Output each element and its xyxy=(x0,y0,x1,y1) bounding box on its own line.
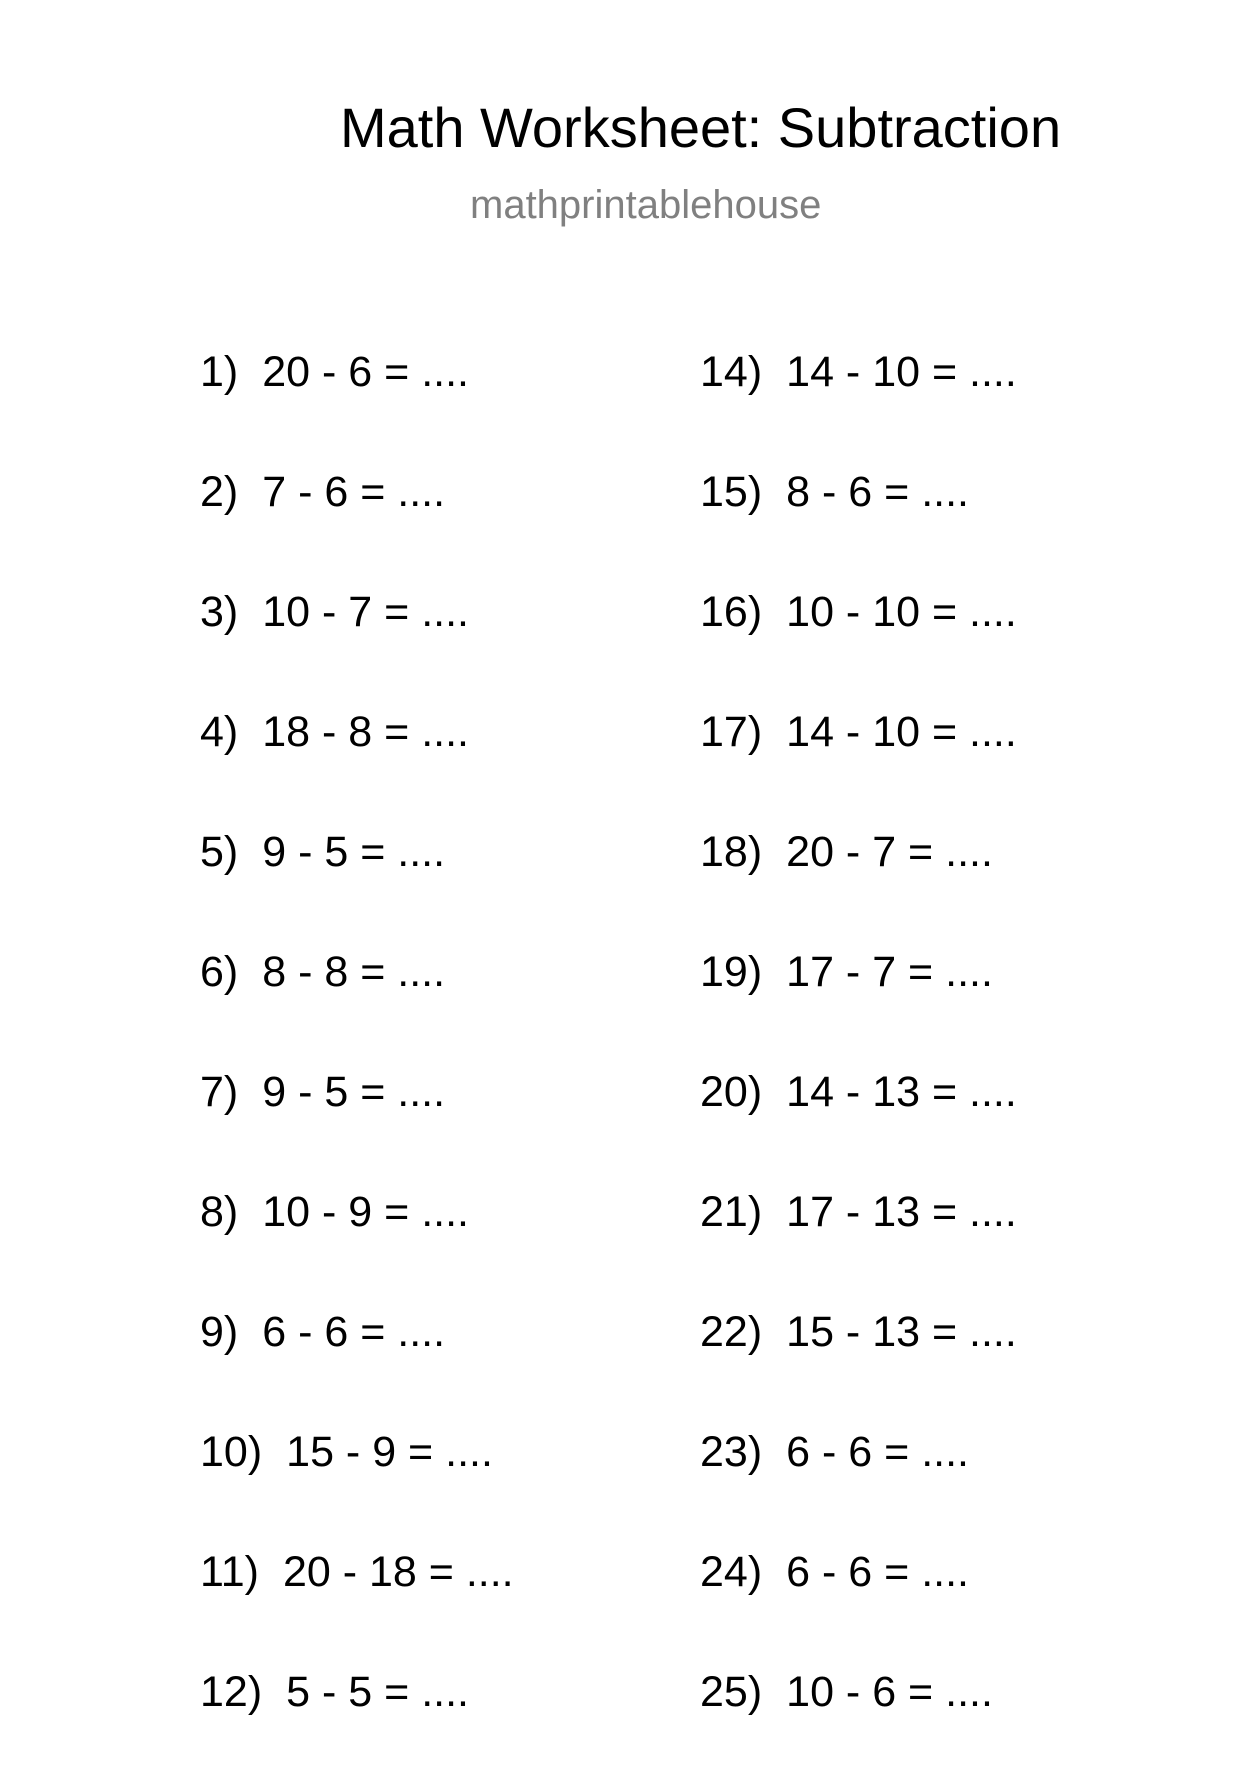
problem-item xyxy=(700,1308,1017,1431)
problem-expression: 5 - 5 = .... xyxy=(286,1668,469,1716)
problem-number: 25) xyxy=(700,1668,763,1716)
problem-item xyxy=(200,1428,514,1551)
problem-item xyxy=(700,708,1017,831)
worksheet-title: Math Worksheet: Subtraction xyxy=(340,96,1062,159)
problem-expression: 9 - 5 = .... xyxy=(262,1068,446,1116)
problem-number: 2) xyxy=(200,468,239,516)
worksheet-subtitle: mathprintablehouse xyxy=(470,183,822,227)
problem-number: 9) xyxy=(200,1308,239,1356)
problem-item xyxy=(200,348,514,471)
problem-item xyxy=(700,1668,1017,1791)
problem-expression: 10 - 9 = .... xyxy=(262,1188,469,1236)
problem-expression: 14 - 10 = .... xyxy=(786,348,1017,396)
problem-number: 12) xyxy=(200,1668,263,1716)
problem-item xyxy=(200,828,514,951)
problem-number: 11) xyxy=(200,1548,259,1596)
problem-expression: 10 - 6 = .... xyxy=(786,1668,993,1716)
problem-item xyxy=(200,1668,514,1791)
problem-number: 5) xyxy=(200,828,239,876)
problem-number: 15) xyxy=(700,468,763,516)
problem-expression: 10 - 10 = .... xyxy=(786,588,1017,636)
problem-item xyxy=(200,1308,514,1431)
problem-expression: 20 - 7 = .... xyxy=(786,828,993,876)
problem-expression: 8 - 8 = .... xyxy=(262,948,446,996)
problem-item xyxy=(700,1428,1017,1551)
problem-expression: 7 - 6 = .... xyxy=(262,468,446,516)
problem-expression: 6 - 6 = .... xyxy=(262,1308,446,1356)
problem-item xyxy=(700,1068,1017,1191)
problem-expression: 20 - 18 = .... xyxy=(282,1548,514,1596)
problem-number: 6) xyxy=(200,948,239,996)
problem-number: 16) xyxy=(700,588,763,636)
problem-expression: 14 - 10 = .... xyxy=(786,708,1017,756)
problem-number: 7) xyxy=(200,1068,239,1116)
problem-number: 23) xyxy=(700,1428,763,1476)
problem-expression: 8 - 6 = .... xyxy=(786,468,969,516)
problem-number: 21) xyxy=(700,1188,763,1236)
problem-expression: 17 - 13 = .... xyxy=(786,1188,1017,1236)
problem-expression: 6 - 6 = .... xyxy=(786,1548,969,1596)
problem-item xyxy=(700,348,1017,471)
problem-expression: 17 - 7 = .... xyxy=(786,948,993,996)
problem-expression: 15 - 13 = .... xyxy=(786,1308,1017,1356)
problem-item xyxy=(200,1548,514,1671)
problem-number: 3) xyxy=(200,588,239,636)
problem-expression: 20 - 6 = .... xyxy=(262,348,469,396)
problem-number: 20) xyxy=(700,1068,763,1116)
problem-expression: 6 - 6 = .... xyxy=(786,1428,969,1476)
problem-column-right xyxy=(700,348,1017,1791)
problem-item xyxy=(200,708,514,831)
problem-number: 10) xyxy=(200,1428,263,1476)
problem-expression: 10 - 7 = .... xyxy=(262,588,469,636)
problem-item xyxy=(700,1188,1017,1311)
problem-expression: 9 - 5 = .... xyxy=(262,828,446,876)
problem-number: 17) xyxy=(700,708,763,756)
problem-number: 18) xyxy=(700,828,763,876)
problem-column-left xyxy=(200,348,514,1791)
problem-number: 14) xyxy=(700,348,763,396)
problem-item xyxy=(700,588,1017,711)
problem-number: 24) xyxy=(700,1548,763,1596)
problem-item xyxy=(700,828,1017,951)
problem-item xyxy=(200,588,514,711)
problem-item xyxy=(200,1188,514,1311)
problem-item xyxy=(200,948,514,1071)
problem-item xyxy=(200,1068,514,1191)
problem-number: 1) xyxy=(200,348,239,396)
problem-item xyxy=(700,468,1017,591)
problem-number: 22) xyxy=(700,1308,763,1356)
problem-number: 8) xyxy=(200,1188,239,1236)
problem-expression: 14 - 13 = .... xyxy=(786,1068,1017,1116)
problem-number: 4) xyxy=(200,708,239,756)
problem-item xyxy=(700,948,1017,1071)
problem-expression: 15 - 9 = .... xyxy=(286,1428,493,1476)
problem-number: 19) xyxy=(700,948,763,996)
problem-item xyxy=(700,1548,1017,1671)
problem-expression: 18 - 8 = .... xyxy=(262,708,469,756)
problem-item xyxy=(200,468,514,591)
